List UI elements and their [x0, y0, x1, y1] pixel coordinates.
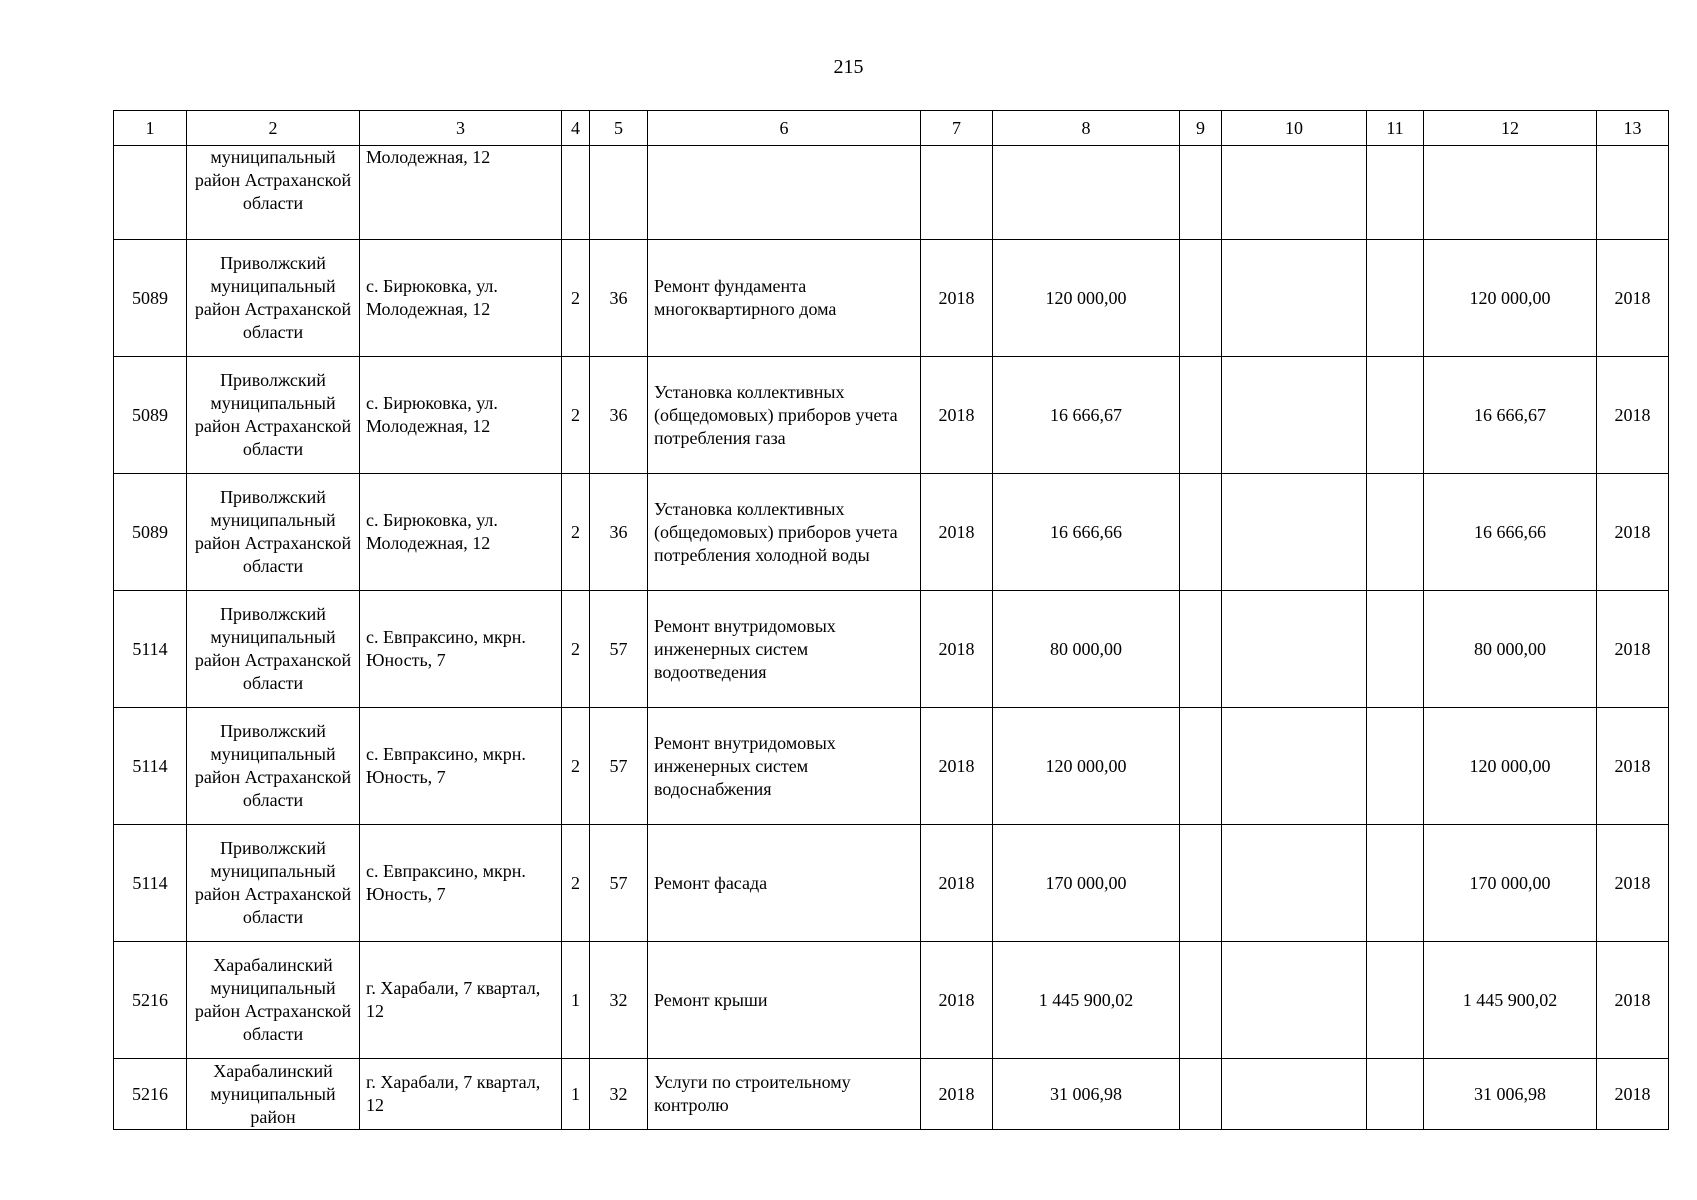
total-cost-cell: 120 000,00	[1424, 708, 1597, 825]
apartments-cell: 57	[590, 825, 648, 942]
deadline-cell: 2018	[1597, 1059, 1669, 1130]
year-cell: 2018	[921, 591, 993, 708]
empty-cell	[1367, 825, 1424, 942]
building-type-cell: 2	[562, 474, 590, 591]
municipality-cell: Приволжский муниципальный район Астраханской области	[187, 708, 360, 825]
empty-cell	[1222, 591, 1367, 708]
municipality-cell: муниципальный район Астраханской области	[187, 146, 360, 240]
work-type-cell: Услуги по строительному контролю	[648, 1059, 921, 1130]
municipality-cell: Приволжский муниципальный район Астраханской области	[187, 240, 360, 357]
column-number: 5	[590, 111, 648, 146]
table-row	[114, 942, 1669, 1059]
apartments-cell: 57	[590, 708, 648, 825]
table-body	[114, 111, 1669, 1130]
cost-cell: 1 445 900,02	[993, 942, 1180, 1059]
column-number: 9	[1180, 111, 1222, 146]
registry-table	[113, 110, 1669, 1130]
empty-cell	[1222, 1059, 1367, 1130]
column-number: 10	[1222, 111, 1367, 146]
address-cell: г. Харабали, 7 квартал, 12	[360, 1059, 562, 1130]
deadline-cell: 2018	[1597, 591, 1669, 708]
empty-cell	[1367, 1059, 1424, 1130]
address-cell: с. Бирюковка, ул. Молодежная, 12	[360, 357, 562, 474]
address-cell: с. Евпраксино, мкрн. Юность, 7	[360, 825, 562, 942]
municipality-cell: Харабалинский муниципальный район	[187, 1059, 360, 1130]
cost-cell: 120 000,00	[993, 240, 1180, 357]
empty-cell	[1367, 240, 1424, 357]
total-cost-cell: 80 000,00	[1424, 591, 1597, 708]
apartments-cell: 57	[590, 591, 648, 708]
municipality-cell: Харабалинский муниципальный район Астраханской области	[187, 942, 360, 1059]
column-number: 1	[114, 111, 187, 146]
year-cell: 2018	[921, 1059, 993, 1130]
building-type-cell	[562, 146, 590, 240]
apartments-cell: 32	[590, 942, 648, 1059]
apartments-cell: 36	[590, 474, 648, 591]
cost-cell: 80 000,00	[993, 591, 1180, 708]
total-cost-cell	[1424, 146, 1597, 240]
year-cell: 2018	[921, 708, 993, 825]
apartments-cell: 32	[590, 1059, 648, 1130]
record-id-cell: 5114	[114, 591, 187, 708]
empty-cell	[1222, 708, 1367, 825]
column-number: 4	[562, 111, 590, 146]
total-cost-cell: 1 445 900,02	[1424, 942, 1597, 1059]
apartments-cell: 36	[590, 240, 648, 357]
record-id-cell: 5114	[114, 825, 187, 942]
cost-cell: 120 000,00	[993, 708, 1180, 825]
address-cell: с. Бирюковка, ул. Молодежная, 12	[360, 474, 562, 591]
column-number: 13	[1597, 111, 1669, 146]
table-row	[114, 474, 1669, 591]
year-cell: 2018	[921, 240, 993, 357]
address-cell: с. Евпраксино, мкрн. Юность, 7	[360, 708, 562, 825]
address-cell: г. Харабали, 7 квартал, 12	[360, 942, 562, 1059]
record-id-cell: 5216	[114, 942, 187, 1059]
deadline-cell: 2018	[1597, 942, 1669, 1059]
deadline-cell: 2018	[1597, 357, 1669, 474]
municipality-cell: Приволжский муниципальный район Астраханской области	[187, 591, 360, 708]
cost-cell: 31 006,98	[993, 1059, 1180, 1130]
empty-cell	[1180, 146, 1222, 240]
work-type-cell: Ремонт внутридомовых инженерных систем водоотведения	[648, 591, 921, 708]
empty-cell	[1180, 357, 1222, 474]
column-number: 11	[1367, 111, 1424, 146]
address-cell: с. Бирюковка, ул. Молодежная, 12	[360, 240, 562, 357]
empty-cell	[1367, 942, 1424, 1059]
table-row	[114, 240, 1669, 357]
total-cost-cell: 120 000,00	[1424, 240, 1597, 357]
total-cost-cell: 16 666,67	[1424, 357, 1597, 474]
municipality-cell: Приволжский муниципальный район Астраханской области	[187, 825, 360, 942]
table-row	[114, 357, 1669, 474]
empty-cell	[1180, 825, 1222, 942]
record-id-cell: 5089	[114, 474, 187, 591]
record-id-cell: 5089	[114, 240, 187, 357]
deadline-cell: 2018	[1597, 240, 1669, 357]
work-type-cell: Установка коллективных (общедомовых) приборов учета потребления холодной воды	[648, 474, 921, 591]
year-cell: 2018	[921, 825, 993, 942]
record-id-cell: 5089	[114, 357, 187, 474]
total-cost-cell: 31 006,98	[1424, 1059, 1597, 1130]
empty-cell	[1180, 591, 1222, 708]
page-number: 215	[833, 56, 864, 78]
column-number-row	[114, 111, 1669, 146]
empty-cell	[1367, 146, 1424, 240]
empty-cell	[1180, 240, 1222, 357]
deadline-cell: 2018	[1597, 474, 1669, 591]
cost-cell	[993, 146, 1180, 240]
empty-cell	[1222, 825, 1367, 942]
building-type-cell: 1	[562, 942, 590, 1059]
empty-cell	[1180, 1059, 1222, 1130]
building-type-cell: 2	[562, 357, 590, 474]
work-type-cell: Установка коллективных (общедомовых) приборов учета потребления газа	[648, 357, 921, 474]
address-cell: с. Евпраксино, мкрн. Юность, 7	[360, 591, 562, 708]
empty-cell	[1180, 942, 1222, 1059]
table-row	[114, 825, 1669, 942]
record-id-cell: 5114	[114, 708, 187, 825]
empty-cell	[1222, 357, 1367, 474]
building-type-cell: 1	[562, 1059, 590, 1130]
deadline-cell: 2018	[1597, 825, 1669, 942]
column-number: 3	[360, 111, 562, 146]
column-number: 7	[921, 111, 993, 146]
deadline-cell: 2018	[1597, 708, 1669, 825]
table-row	[114, 591, 1669, 708]
building-type-cell: 2	[562, 240, 590, 357]
record-id-cell: 5216	[114, 1059, 187, 1130]
empty-cell	[1367, 591, 1424, 708]
municipality-cell: Приволжский муниципальный район Астраханской области	[187, 474, 360, 591]
table-row	[114, 708, 1669, 825]
year-cell	[921, 146, 993, 240]
apartments-cell: 36	[590, 357, 648, 474]
building-type-cell: 2	[562, 591, 590, 708]
total-cost-cell: 170 000,00	[1424, 825, 1597, 942]
empty-cell	[1180, 474, 1222, 591]
deadline-cell	[1597, 146, 1669, 240]
column-number: 2	[187, 111, 360, 146]
total-cost-cell: 16 666,66	[1424, 474, 1597, 591]
year-cell: 2018	[921, 474, 993, 591]
work-type-cell: Ремонт крыши	[648, 942, 921, 1059]
cost-cell: 16 666,67	[993, 357, 1180, 474]
empty-cell	[1367, 708, 1424, 825]
cost-cell: 170 000,00	[993, 825, 1180, 942]
building-type-cell: 2	[562, 708, 590, 825]
column-number: 12	[1424, 111, 1597, 146]
year-cell: 2018	[921, 942, 993, 1059]
empty-cell	[1222, 146, 1367, 240]
column-number: 6	[648, 111, 921, 146]
empty-cell	[1367, 474, 1424, 591]
empty-cell	[1222, 240, 1367, 357]
column-number: 8	[993, 111, 1180, 146]
work-type-cell: Ремонт фасада	[648, 825, 921, 942]
municipality-cell: Приволжский муниципальный район Астраханской области	[187, 357, 360, 474]
work-type-cell	[648, 146, 921, 240]
table-row	[114, 1059, 1669, 1130]
empty-cell	[1222, 942, 1367, 1059]
apartments-cell	[590, 146, 648, 240]
cost-cell: 16 666,66	[993, 474, 1180, 591]
work-type-cell: Ремонт фундамента многоквартирного дома	[648, 240, 921, 357]
table-row	[114, 146, 1669, 240]
empty-cell	[1222, 474, 1367, 591]
empty-cell	[1180, 708, 1222, 825]
empty-cell	[1367, 357, 1424, 474]
building-type-cell: 2	[562, 825, 590, 942]
year-cell: 2018	[921, 357, 993, 474]
work-type-cell: Ремонт внутридомовых инженерных систем водоснабжения	[648, 708, 921, 825]
record-id-cell	[114, 146, 187, 240]
address-cell: Молодежная, 12	[360, 146, 562, 240]
